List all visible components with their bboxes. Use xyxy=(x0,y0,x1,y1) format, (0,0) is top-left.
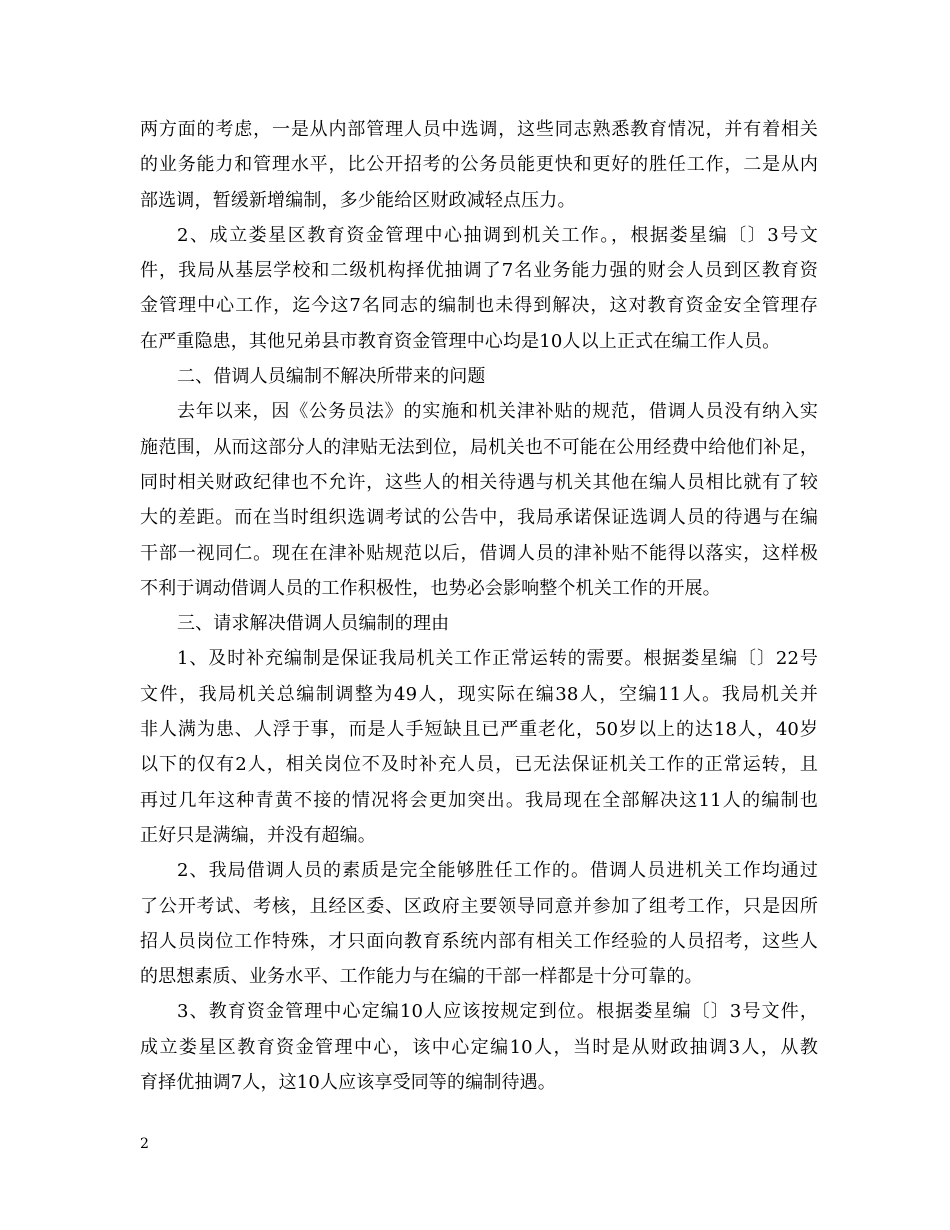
text-line: 2、成立娄星区教育资金管理中心抽调到机关工作。，根据娄星编〔〕3号文 xyxy=(177,224,818,246)
text-line: 金管理中心工作，迄今这7名同志的编制也未得到解决，这对教育资金安全管理存 xyxy=(140,295,818,317)
text-line: 的思想素质、业务水平、工作能力与在编的干部一样都是十分可靠的。 xyxy=(140,966,703,988)
text-line: 再过几年这种青黄不接的情况将会更加突出。我局现在全部解决这11人的编制也 xyxy=(140,789,818,811)
section-heading: 三、请求解决借调人员编制的理由 xyxy=(177,613,450,635)
section-heading: 二、借调人员编制不解决所带来的问题 xyxy=(177,366,486,388)
text-line: 3、教育资金管理中心定编10人应该按规定到位。根据娄星编〔〕3号文件， xyxy=(177,1001,818,1023)
text-line: 部选调，暂缓新增编制，多少能给区财政减轻点压力。 xyxy=(140,189,576,211)
text-line: 招人员岗位工作特殊，才只面向教育系统内部有相关工作经验的人员招考，这些人 xyxy=(140,930,818,952)
text-line: 干部一视同仁。现在在津补贴规范以后，借调人员的津补贴不能得以落实，这样极 xyxy=(140,542,818,564)
text-line: 文件，我局机关总编制调整为49人，现实际在编38人，空编11人。我局机关并 xyxy=(140,683,818,705)
text-line: 成立娄星区教育资金管理中心，该中心定编10人，当时是从财政抽调3人，从教 xyxy=(140,1036,818,1058)
text-line: 非人满为患、人浮于事，而是人手短缺且已严重老化，50岁以上的达18人，40岁 xyxy=(140,719,818,741)
document-body xyxy=(140,112,818,1100)
text-line: 以下的仅有2人，相关岗位不及时补充人员，已无法保证机关工作的正常运转，且 xyxy=(140,754,818,776)
text-line: 2、我局借调人员的素质是完全能够胜任工作的。借调人员进机关工作均通过 xyxy=(177,860,818,882)
text-line: 正好只是满编，并没有超编。 xyxy=(140,824,376,846)
text-line: 施范围，从而这部分人的津贴无法到位，局机关也不可能在公用经费中给他们补足， xyxy=(140,436,818,458)
text-line: 的业务能力和管理水平，比公开招考的公务员能更快和更好的胜任工作，二是从内 xyxy=(140,154,818,176)
text-line: 育择优抽调7人，这10人应该享受同等的编制待遇。 xyxy=(140,1072,556,1094)
text-line: 件，我局从基层学校和二级机构择优抽调了7名业务能力强的财会人员到区教育资 xyxy=(140,260,818,282)
text-line: 了公开考试、考核，且经区委、区政府主要领导同意并参加了组考工作，只是因所 xyxy=(140,895,818,917)
text-line: 两方面的考虑，一是从内部管理人员中选调，这些同志熟悉教育情况，并有着相关 xyxy=(140,119,818,140)
text-line: 在严重隐患，其他兄弟县市教育资金管理中心均是10人以上正式在编工作人员。 xyxy=(140,330,781,352)
page-number: 2 xyxy=(140,1136,149,1152)
text-line: 1、及时补充编制是保证我局机关工作正常运转的需要。根据娄星编〔〕22号 xyxy=(177,648,818,670)
text-line: 不利于调动借调人员的工作积极性，也势必会影响整个机关工作的开展。 xyxy=(140,577,721,599)
text-line: 大的差距。而在当时组织选调考试的公告中，我局承诺保证选调人员的待遇与在编 xyxy=(140,507,818,529)
text-line: 同时相关财政纪律也不允许，这些人的相关待遇与机关其他在编人员相比就有了较 xyxy=(140,471,818,493)
text-line: 去年以来，因《公务员法》的实施和机关津补贴的规范，借调人员没有纳入实 xyxy=(177,401,818,423)
